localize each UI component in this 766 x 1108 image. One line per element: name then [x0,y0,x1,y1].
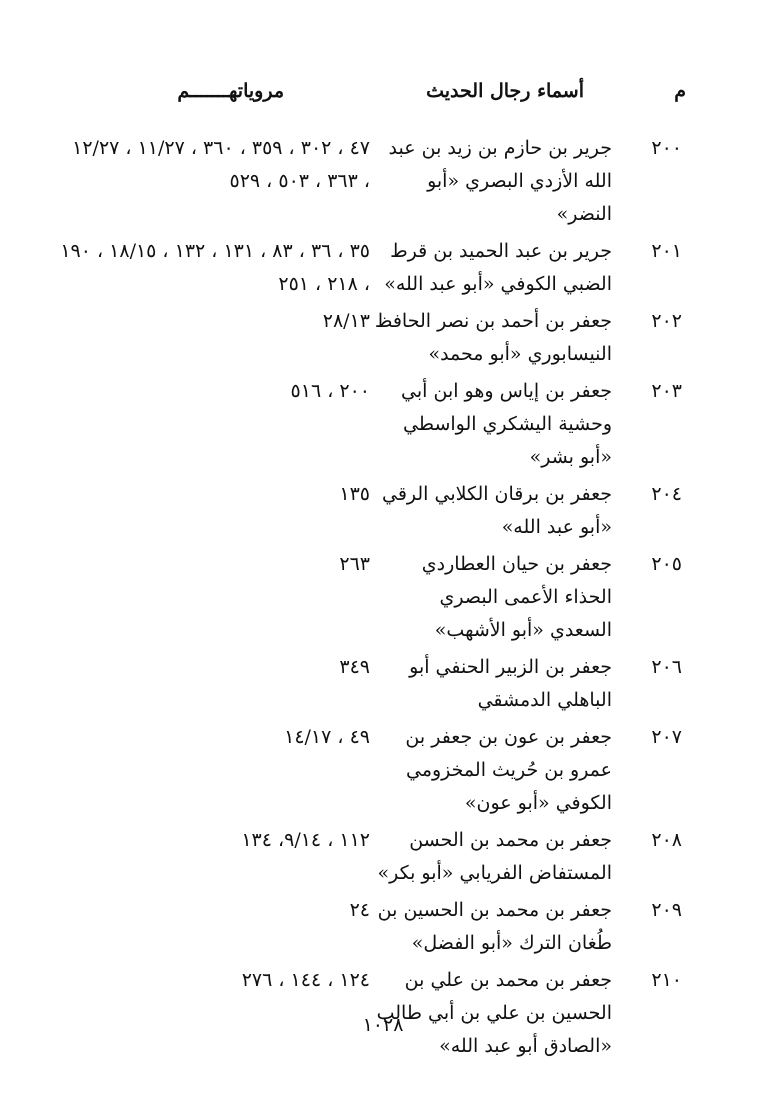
list-item [60,478,682,544]
entry-number: ٢٠٢ [651,310,682,332]
list-item [60,548,682,647]
list-item [60,305,682,371]
list-item [60,235,682,301]
entry-name: جعفر بن محمد بن الحسن المستفاض الفريابي «أبو بكر» [377,829,612,884]
header-narrations-label: مروياتهـــــــم [177,80,284,102]
entries-list [60,132,682,1067]
entry-number: ٢٠٧ [651,726,682,748]
entry-number: ٢٠٥ [651,553,682,575]
entry-name: جعفر بن برقان الكلابي الرقي «أبو عبد الله» [381,483,612,538]
list-item [60,375,682,474]
entry-number: ٢٠٠ [651,137,682,159]
entry-narrations: ٢٠٠ ، ٥١٦ [290,380,370,402]
entry-narrations: ١١٢ ، ٩/١٤، ١٣٤ [241,829,370,851]
entry-name: جرير بن عبد الحميد بن قرط الضبي الكوفي «أبو عبد الله» [384,240,612,295]
entry-narrations: ٤٩ ، ١٤/١٧ [284,726,370,748]
list-item [60,132,682,231]
list-item [60,894,682,960]
list-item [60,721,682,820]
entry-number: ٢٠٩ [651,899,682,921]
entry-number: ٢٠٦ [651,656,682,678]
entry-number: ٢٠١ [651,240,682,262]
page-number: ١٠٢٨ [362,1014,404,1036]
entry-narrations: ١٣٥ [339,483,370,505]
entry-number: ٢١٠ [651,969,682,991]
header-number-label: م [674,80,686,102]
entry-narrations: ٣٤٩ [339,656,370,678]
entry-narrations: ١٢٤ ، ١٤٤ ، ٢٧٦ [241,969,370,991]
entry-name: جعفر بن حيان العطاردي الحذاء الأعمى البصري السعدي «أبو الأشهب» [421,553,612,641]
entry-narrations: ٢٨/١٣ [322,310,370,332]
entry-name: جعفر بن إياس وهو ابن أبي وحشية اليشكري الواسطي «أبو بشر» [401,380,612,468]
entry-narrations: ٢٦٣ [339,553,370,575]
header-names-label: أسماء رجال الحديث [426,80,584,102]
entry-narrations: ٢٤ [349,899,370,921]
list-item [60,824,682,890]
entry-number: ٢٠٣ [651,380,682,402]
entry-name: جعفر بن الزبير الحنفي أبو الباهلي الدمشقي [409,656,612,711]
entry-number: ٢٠٤ [651,483,682,505]
entry-name: جعفر بن عون بن جعفر بن عمرو بن حُريث المخزومي الكوفي «أبو عون» [405,726,612,814]
entry-name: جعفر بن محمد بن علي بن الحسين بن علي بن أبي طالب «الصادق أبو عبد الله» [376,969,612,1057]
entry-name: جعفر بن أحمد بن نصر الحافظ النيسابوري «أبو محمد» [374,310,612,365]
entry-number: ٢٠٨ [651,829,682,851]
entry-narrations: ٤٧ ، ٣٠٢ ، ٣٥٩ ، ٣٦٠ ، ١١/٢٧ ، ١٢/٢٧ ، ٣٦٣ ، ٥٠٣ ، ٥٢٩ [72,137,370,192]
entry-name: جرير بن حازم بن زيد بن عبد الله الأزدي البصري «أبو النضر» [388,137,612,225]
entry-name: جعفر بن محمد بن الحسين بن طُغان الترك «أبو الفضل» [377,899,612,954]
list-item [60,651,682,717]
entry-narrations: ٣٥ ، ٣٦ ، ٨٣ ، ١٣١ ، ١٣٢ ، ١٨/١٥ ، ١٩٠ ، ٢١٨ ، ٢٥١ [60,240,370,295]
